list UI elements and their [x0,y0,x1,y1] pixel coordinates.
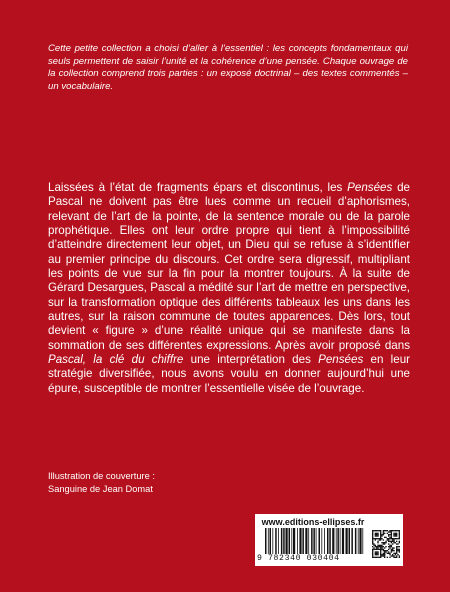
summary-text-2: de Pascal ne doivent pas être lues comme un recueil d’aphorismes, relevant de l’art de la pointe, de la sentence morale ou de la parole prophétique. Elles ont leur ordre propre qui tient à l’impossibilité d’atteindre directement leur objet, un Dieu qui se refuse à s’identifier au premier principe du discours. Cet ordre sera digressif, multipliant les points de vue sur la fin pour la montrer toujours. À la suite de Gérard Desargues, Pascal a médité sur l’art de mettre en perspective, sur la transformation optique des différents tableaux les uns dans les autres, sur la raison commune de toutes apparences. Dès lors, tout devient « figure » d’une réalité unique qui se manifeste dans la sommation de ses différentes expressions. Après avoir proposé dans [48,181,410,352]
cover-credits [48,470,298,495]
isbn-number: 9 782340 030404 [257,554,340,563]
summary-text-3: une interprétation des [183,353,319,367]
summary-text-4: en leur stratégie diversifiée, nous avons voulu en donner aujourd’hui une épure, susceptible de montrer l’essentielle visée de l’ouvrage. [48,353,410,395]
barcode-panel [255,514,403,566]
back-cover-summary [48,181,410,396]
qr-code [372,530,400,558]
summary-text-1: Laissées à l’état de fragments épars et discontinus, les [48,181,348,194]
publisher-url: www.editions-ellipses.fr [261,517,365,527]
title-pensees: Pensées [347,181,393,194]
title-pensees-2: Pensées [318,353,364,367]
summary-paragraph [48,181,410,396]
isbn-barcode [259,528,369,555]
collection-intro: Cette petite collection a choisi d’aller à l’essentiel : les concepts fondamentaux qui seuls permettent de saisir l’unité et la cohérence d’une pensée. Chaque ouvrage de la collection comprend trois parties : un exposé doctrinal – des textes commentés – un vocabulaire. [48,43,408,92]
title-cle-du-chiffre: Pascal, la clé du chiffre [48,353,184,367]
credits-label: Illustration de couverture : [48,471,155,481]
credits-artist: Sanguine de Jean Domat [48,483,153,494]
